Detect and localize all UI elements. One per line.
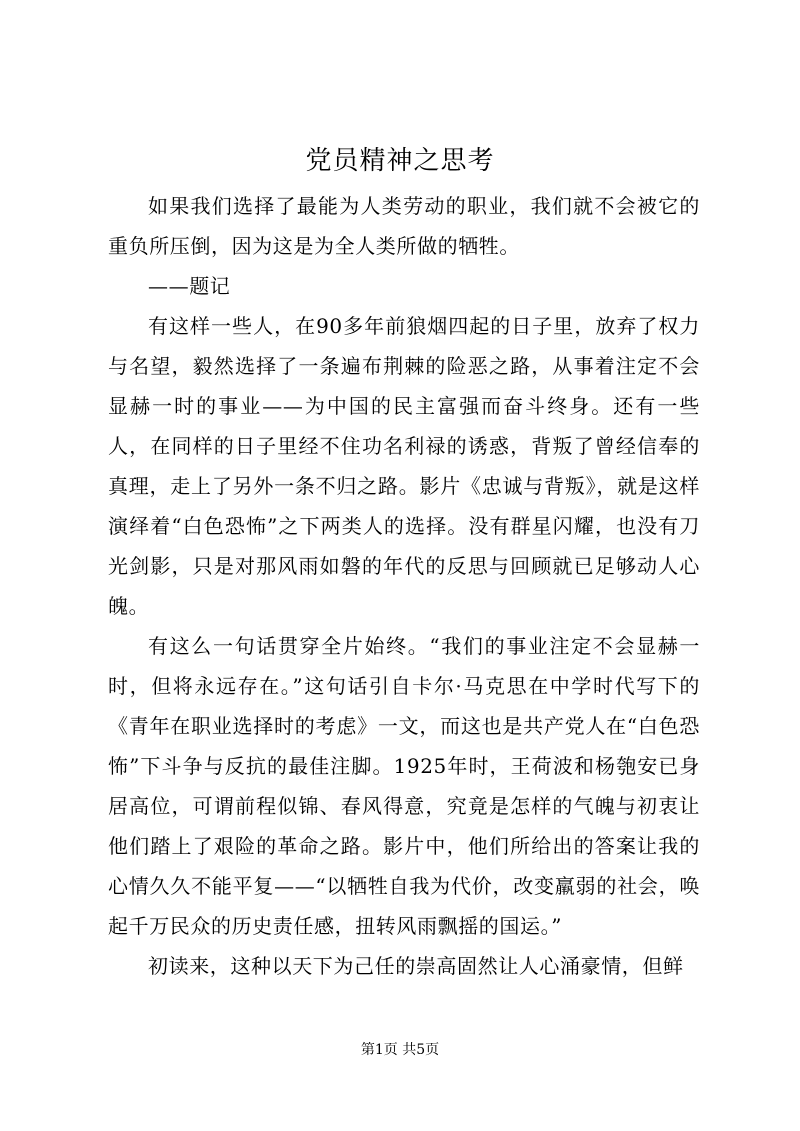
document-title: 党员精神之思考 — [305, 146, 495, 176]
page-number-footer: 第1页 共5页 — [360, 1042, 440, 1058]
paragraph-1: 有这样一些人，在90多年前狼烟四起的日子里，放弃了权力与名望，毅然选择了一条遍布荆棘的险恶之路，从事着注定不会显赫一时的事业——为中国的民主富强而奋斗终身。还有一些人，在同样的日子里经不住功名利禄的诱惑，背叛了曾经信奉的真理，走上了另外一条不归之路。影片《忠诚与背叛》，就是这样演绎着“白色恐怖”之下两类人的选择。没有群星闪耀，也没有刀光剑影，只是对那风雨如磐的年代的反思与回顾就已足够动人心魄。 — [108, 314, 700, 618]
paragraph-2: 有这么一句话贯穿全片始终。“我们的事业注定不会显赫一时，但将永远存在。”这句话引自卡尔·马克思在中学时代写下的《青年在职业选择时的考虑》一文，而这也是共产党人在“白色恐怖”下斗争与反抗的最佳注脚。1925年时，王荷波和杨匏安已身居高位，可谓前程似锦、春风得意，究竟是怎样的气魄与初衷让他们踏上了艰险的革命之路。影片中，他们所给出的答案让我的心情久久不能平复——“以牺牲自我为代价，改变羸弱的社会，唤起千万民众的历史责任感，扭转风雨飘摇的国运。” — [108, 634, 700, 938]
document-body — [108, 186, 700, 986]
paragraph-3: 初读来，这种以天下为己任的崇高固然让人心涌豪情，但鲜 — [148, 954, 684, 978]
paragraph-epigraph-source: ——题记 — [148, 274, 231, 298]
paragraph-epigraph: 如果我们选择了最能为人类劳动的职业，我们就不会被它的重负所压倒，因为这是为全人类所做的牺牲。 — [108, 194, 700, 258]
